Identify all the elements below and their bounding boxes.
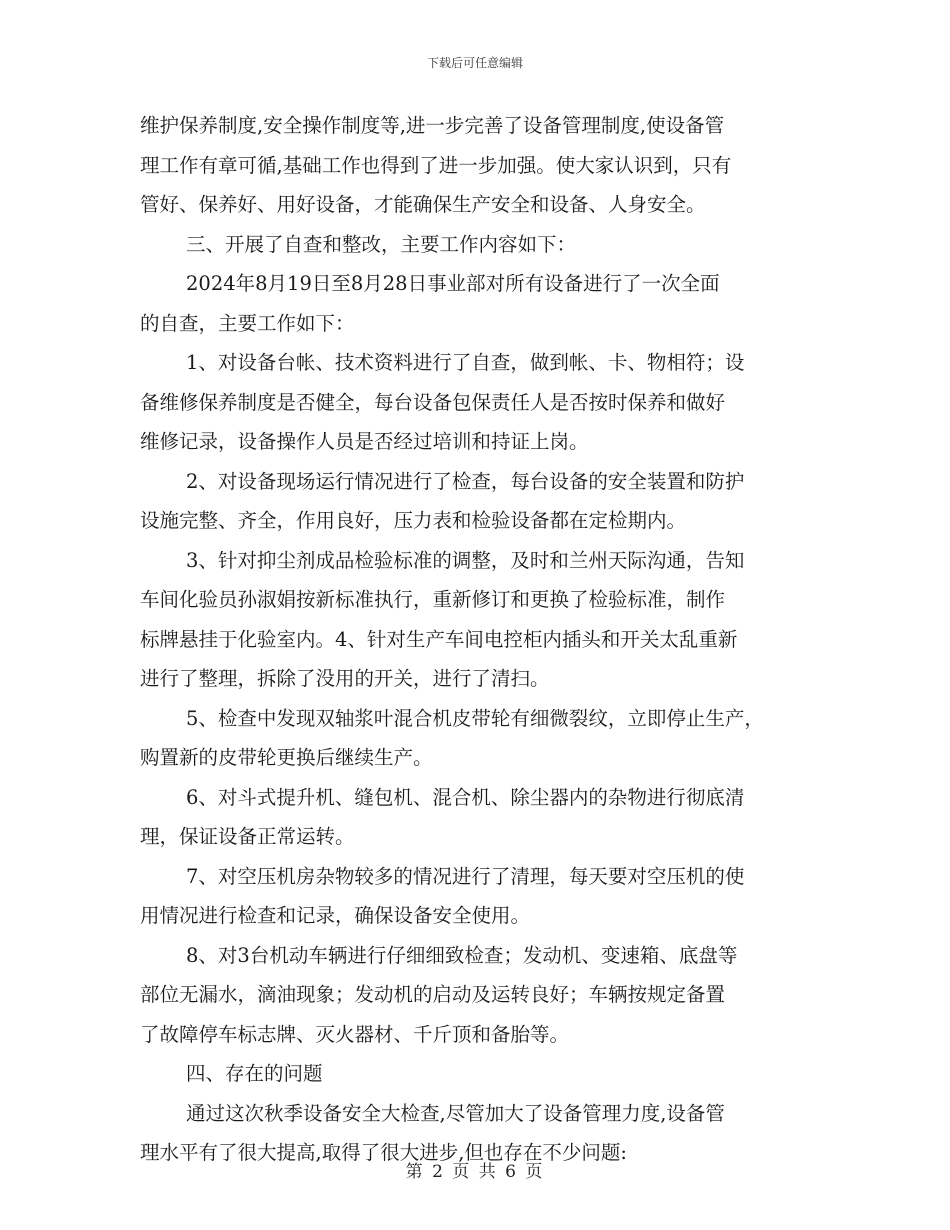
text-line: 理水平有了很大提高,取得了很大进步,但也存在不少问题: — [140, 1141, 627, 1164]
text-line: 车间化验员孙淑娟按新标准执行，重新修订和更换了检验标准，制作 — [140, 588, 726, 611]
text-line: 维护保养制度,安全操作制度等,进一步完善了设备管理制度,使设备管 — [140, 114, 725, 137]
text-line: 理工作有章可循,基础工作也得到了进一步加强。使大家认识到，只有 — [140, 153, 732, 177]
text-line: 标牌悬挂于化验室内。4、针对生产车间电控柜内插头和开关太乱重新 — [140, 627, 738, 651]
list-item-2: 2、对设备现场运行情况进行了检查，每台设备的安全装置和防护 — [186, 469, 745, 493]
text-line: 的自查，主要工作如下： — [140, 311, 355, 335]
text-line: 设施完整、齐全，作用良好，压力表和检验设备都在定检期内。 — [140, 509, 687, 532]
page-number: 第 2 页 共 6 页 — [405, 1162, 545, 1182]
text-line: 备维修保养制度是否健全，每台设备包保责任人是否按时保养和做好 — [140, 390, 726, 414]
list-item-6: 6、对斗式提升机、缝包机、混合机、除尘器内的杂物进行彻底清 — [186, 785, 745, 809]
list-item-5: 5、检查中发现双轴浆叶混合机皮带轮有细微裂纹，立即停止生产， — [186, 706, 764, 730]
list-item-1: 1、对设备台帐、技术资料进行了自查，做到帐、卡、物相符；设 — [186, 351, 745, 374]
text-line: 了故障停车标志牌、灭火器材、千斤顶和备胎等。 — [140, 1022, 570, 1046]
section-heading: 三、开展了自查和整改，主要工作内容如下： — [186, 232, 577, 256]
text-line: 用情况进行检查和记录，确保设备安全使用。 — [140, 904, 531, 927]
text-line: 理，保证设备正常运转。 — [140, 825, 355, 848]
body-text — [140, 106, 812, 1173]
section-heading: 四、存在的问题 — [186, 1062, 323, 1085]
text-line: 管好、保养好、用好设备，才能确保生产安全和设备、人身安全。 — [140, 193, 706, 216]
text-line: 进行了整理，拆除了没用的开关，进行了清扫。 — [140, 667, 550, 690]
text-line: 部位无漏水，滴油现象；发动机的启动及运转良好；车辆按规定备置 — [140, 983, 726, 1006]
document-body — [140, 106, 812, 1173]
list-item-8: 8、对3台机动车辆进行仔细细致检查；发动机、变速箱、底盘等 — [186, 943, 738, 967]
page-header: 下载后可任意编辑 — [426, 56, 523, 70]
text-line: 购置新的皮带轮更换后继续生产。 — [140, 746, 433, 769]
list-item-3: 3、针对抑尘剂成品检验标准的调整，及时和兰州天际沟通，告知 — [186, 548, 745, 572]
text-line: 通过这次秋季设备安全大检查,尽管加大了设备管理力度,设备管 — [186, 1101, 725, 1125]
text-line: 2024年8月19日至8月28日事业部对所有设备进行了一次全面 — [186, 272, 720, 295]
text-line: 维修记录，设备操作人员是否经过培训和持证上岗。 — [140, 430, 589, 453]
list-item-7: 7、对空压机房杂物较多的情况进行了清理，每天要对空压机的使 — [186, 864, 745, 888]
